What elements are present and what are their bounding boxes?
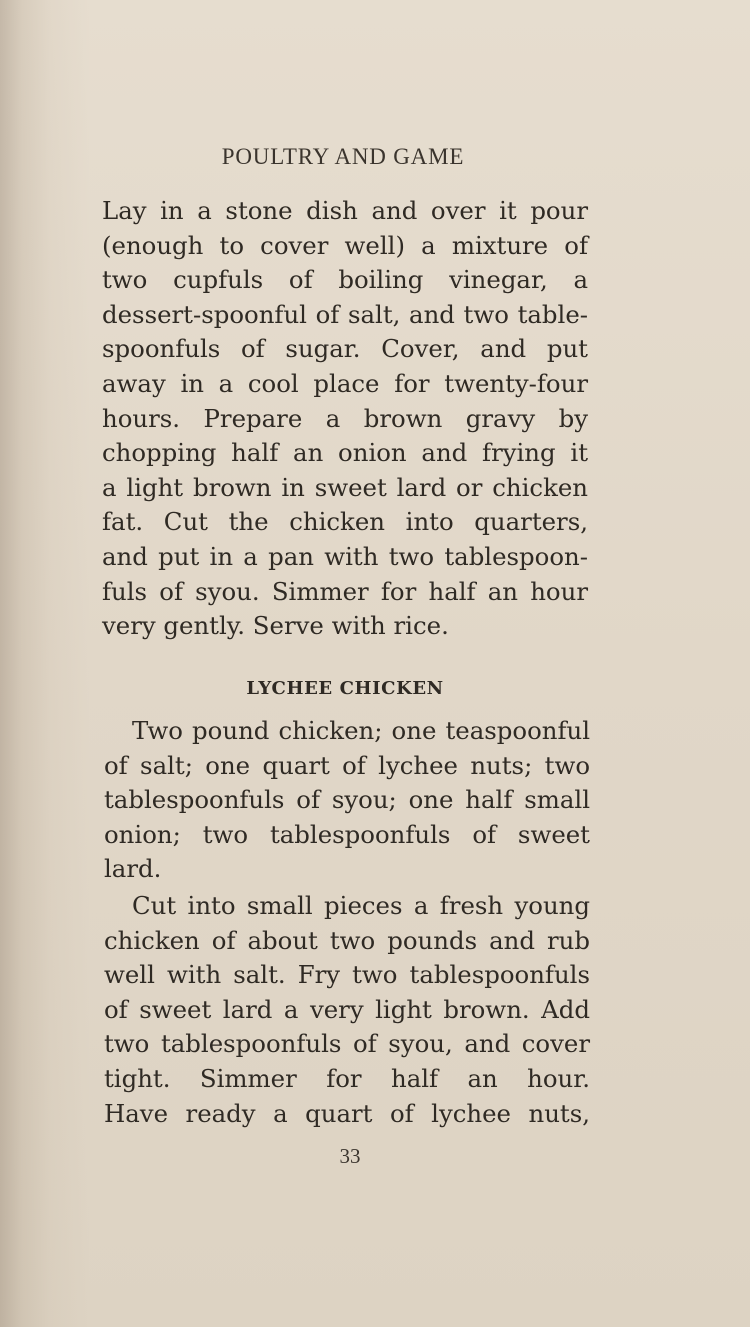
text-line: spoonfuls of sugar. Cover, and put xyxy=(102,334,588,364)
paragraph-continued-recipe xyxy=(102,194,588,644)
text-line: tablespoonfuls of syou; one half small xyxy=(104,785,590,815)
text-line: of salt; one quart of lychee nuts; two xyxy=(104,750,590,780)
text-line: Cut into small pieces a fresh young xyxy=(132,891,590,920)
text-line: well with salt. Fry two tablespoonfuls xyxy=(104,960,590,990)
page-number: 33 xyxy=(339,1144,361,1168)
text-line: very gently. Serve with rice. xyxy=(102,611,449,641)
text-line: Lay in a stone dish and over it pour xyxy=(102,196,588,225)
text-line: and put in a pan with two tablespoon- xyxy=(102,541,588,571)
text-line: fat. Cut the chicken into quarters, xyxy=(102,507,588,537)
text-line: fuls of syou. Simmer for half an hour xyxy=(102,576,588,606)
text-line: two cupfuls of boiling vinegar, a xyxy=(102,265,588,295)
text-line: away in a cool place for twenty-four xyxy=(102,368,588,398)
text-line: hours. Prepare a brown gravy by xyxy=(102,403,588,433)
text-line: dessert-spoonful of salt, and two table- xyxy=(102,299,588,329)
text-line: two tablespoonfuls of syou, and cover xyxy=(104,1029,590,1059)
text-line: onion; two tablespoonfuls of sweet xyxy=(104,819,590,849)
text-line: of sweet lard a very light brown. Add xyxy=(104,994,590,1024)
text-line: chicken of about two pounds and rub xyxy=(104,925,590,955)
running-head: POULTRY AND GAME xyxy=(221,144,465,169)
text-line: chopping half an onion and frying it xyxy=(102,438,588,468)
text-line: Two pound chicken; one teaspoonful xyxy=(132,716,590,745)
text-line: Have ready a quart of lychee nuts, xyxy=(104,1098,590,1128)
text-line: lard. xyxy=(104,854,162,884)
text-line: (enough to cover well) a mixture of xyxy=(102,230,588,260)
text-line: a light brown in sweet lard or chicken xyxy=(102,472,588,502)
paragraph-method xyxy=(104,889,590,1131)
text-line: tight. Simmer for half an hour. xyxy=(104,1063,590,1093)
recipe-heading: LYCHEE CHICKEN xyxy=(246,678,444,699)
paragraph-ingredients xyxy=(104,714,590,887)
